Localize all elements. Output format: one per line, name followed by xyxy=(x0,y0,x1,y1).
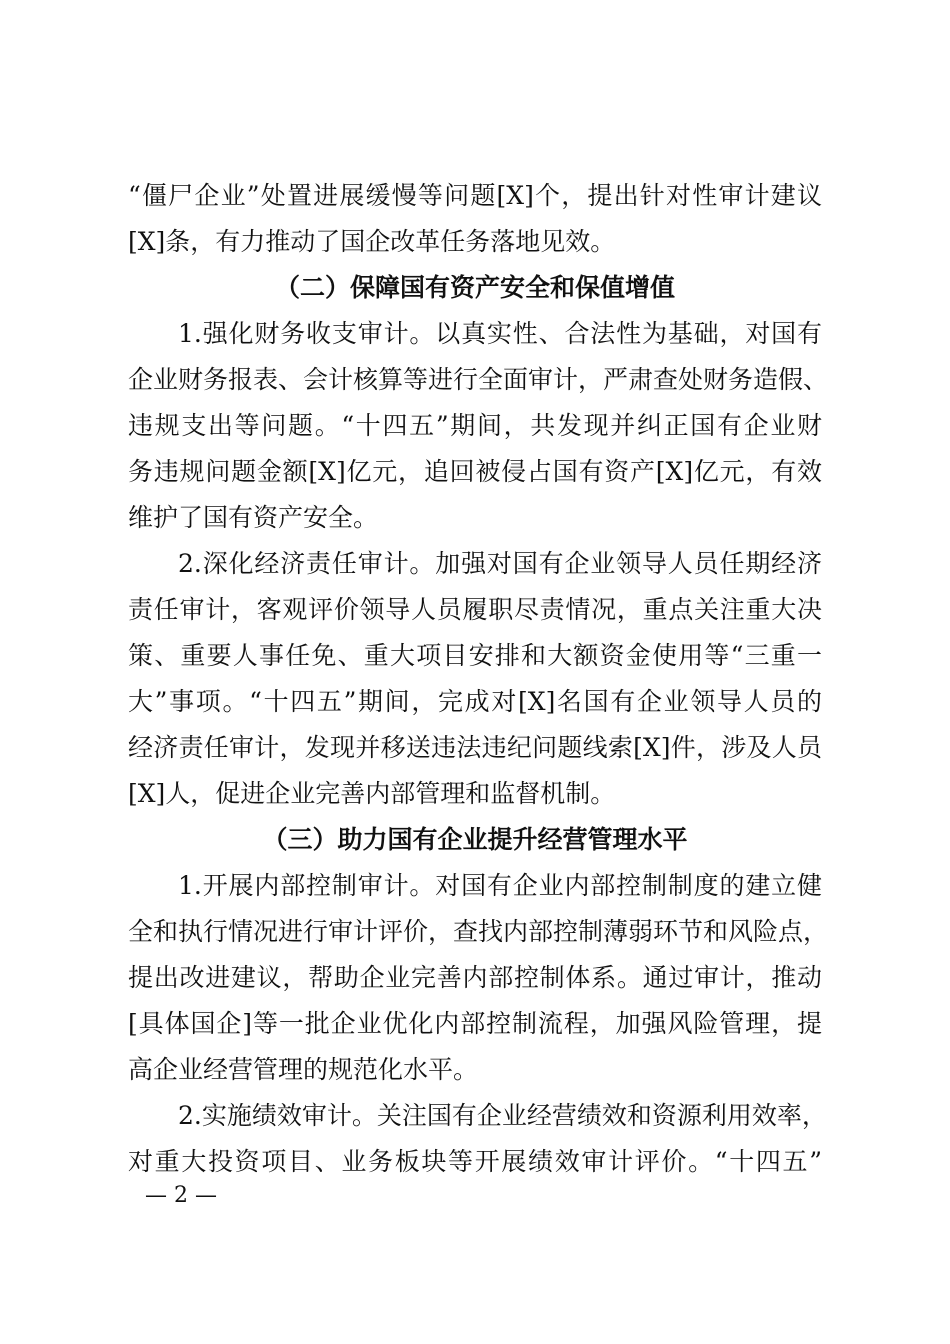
paragraph-line: 提出改进建议，帮助企业完善内部控制体系。通过审计，推动 xyxy=(128,963,822,992)
paragraph-line: 企业财务报表、会计核算等进行全面审计，严肃查处财务造假、 xyxy=(128,365,829,394)
paragraph-line: 维护了国有资产安全。 xyxy=(128,503,379,532)
paragraph-line: 1.强化财务收支审计。以真实性、合法性为基础，对国有 xyxy=(178,319,822,348)
page-number: — 2 — xyxy=(145,1183,217,1208)
paragraph-line: 违规支出等问题。“十四五”期间，共发现并纠正国有企业财 xyxy=(128,411,822,440)
paragraph-line: “僵尸企业”处置进展缓慢等问题[X]个，提出针对性审计建议 xyxy=(128,181,822,210)
paragraph-line: 高企业经营管理的规范化水平。 xyxy=(128,1055,479,1084)
paragraph-line: 对重大投资项目、业务板块等开展绩效审计评价。“十四五” xyxy=(128,1147,822,1176)
paragraph-line: 大”事项。“十四五”期间，完成对[X]名国有企业领导人员的 xyxy=(128,687,822,716)
paragraph-line: 经济责任审计，发现并移送违法违纪问题线索[X]件，涉及人员 xyxy=(128,733,822,762)
paragraph-line: [X]人，促进企业完善内部管理和监督机制。 xyxy=(128,779,616,808)
paragraph-line: 全和执行情况进行审计评价，查找内部控制薄弱环节和风险点， xyxy=(128,917,829,946)
paragraph-line: 策、重要人事任免、重大项目安排和大额资金使用等“三重一 xyxy=(128,641,822,670)
paragraph-line: 2.深化经济责任审计。加强对国有企业领导人员任期经济 xyxy=(178,549,822,578)
paragraph-line: 1.开展内部控制审计。对国有企业内部控制制度的建立健 xyxy=(178,871,822,900)
paragraph-line: 责任审计，客观评价领导人员履职尽责情况，重点关注重大决 xyxy=(128,595,822,624)
paragraph-line: 2.实施绩效审计。关注国有企业经营绩效和资源利用效率， xyxy=(178,1101,827,1130)
paragraph-line: [X]条，有力推动了国企改革任务落地见效。 xyxy=(128,227,616,256)
paragraph-line: [具体国企]等一批企业优化内部控制流程，加强风险管理，提 xyxy=(128,1009,822,1038)
paragraph-line: 务违规问题金额[X]亿元，追回被侵占国有资产[X]亿元，有效 xyxy=(128,457,822,486)
section-heading: （三）助力国有企业提升经营管理水平 xyxy=(262,825,688,854)
section-heading: （二）保障国有资产安全和保值增值 xyxy=(274,273,675,302)
